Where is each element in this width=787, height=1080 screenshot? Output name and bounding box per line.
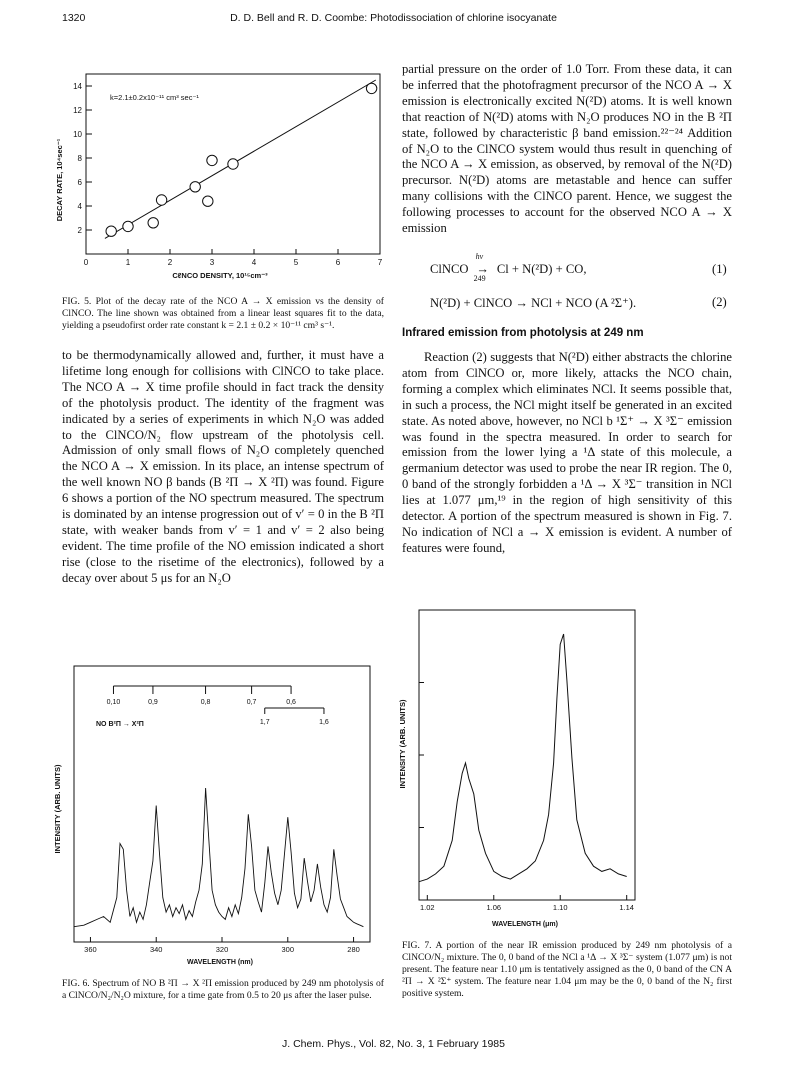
fig5-ylabel: DECAY RATE, 10⁴sec⁻¹	[55, 138, 64, 222]
fig5-xlabel: CℓNCO DENSITY, 10¹⁵cm⁻³	[172, 271, 268, 280]
equation-1	[430, 252, 587, 283]
fig6-spectrum-line	[74, 788, 363, 927]
fig7-xtick-label: 1.02	[420, 903, 435, 912]
fig7-caption: FIG. 7. A portion of the near IR emission produced by 249 nm photolysis of a ClNCO/N₂ mixture. The 0, 0 band of the NCl a ¹Δ → X ³Σ⁻ system (1.077 μm) is not present. The feature near 1.10 μm is tentatively assigned as the 0, 0 band of the CN A ²Π → X ²Σ⁺ system. The feature near 1.04 μm may be the 0, 0 band of the N₂ first positive system.	[402, 940, 732, 999]
fig7-ylabel: INTENSITY (ARB. UNITS)	[398, 699, 407, 789]
fig6-xtick-label: 340	[149, 945, 163, 954]
eq1-left: ClNCO	[430, 262, 469, 276]
fig5-xtick-label: 1	[125, 258, 131, 267]
fig5-ytick-label: 4	[77, 202, 82, 211]
fig5-ytick-label: 8	[77, 154, 82, 163]
fig5-chart	[50, 68, 390, 286]
fig5-data-point	[156, 195, 166, 205]
fig7-xlabel: WAVELENGTH (μm)	[492, 921, 558, 928]
fig5-ytick-label: 6	[77, 178, 82, 187]
fig7-xtick-label: 1.06	[486, 903, 502, 912]
fig5-xtick-label: 3	[209, 258, 215, 267]
fig5-data-point	[366, 83, 376, 93]
fig7-frame	[419, 610, 635, 900]
fig6-ylabel: INTENSITY (ARB. UNITS)	[53, 764, 62, 854]
fig6-band-assignment: 1,7	[259, 719, 270, 726]
fig6-band-assignment: 0,7	[246, 699, 257, 706]
fig5-xtick-label: 6	[335, 258, 341, 267]
fig7-chart	[395, 604, 645, 932]
eq1-number: (1)	[712, 262, 727, 276]
fig5-ytick-label: 10	[73, 130, 82, 139]
fig6-band-label: NO B²Π → X²Π	[96, 721, 144, 728]
fig5-data-point	[123, 221, 133, 231]
section-heading: Infrared emission from photolysis at 249 nm	[402, 327, 644, 339]
fig7-xtick-label: 1.10	[552, 903, 568, 912]
eq1-sub: 249	[473, 274, 486, 283]
fig6-caption: FIG. 6. Spectrum of NO B ²Π → X ²Π emission produced by 249 nm photolysis of a ClNCO/N₂/N₂O mixture, for a time gate from 0.5 to 20 μs after the laser pulse.	[62, 978, 384, 1001]
fig5-ytick-label: 2	[77, 226, 82, 235]
fig6-xtick-label: 280	[347, 945, 360, 954]
fig6-xtick-label: 320	[215, 945, 229, 954]
journal-footer: J. Chem. Phys., Vol. 82, No. 3, 1 February 1985	[282, 1038, 505, 1050]
fig5-data-point	[106, 226, 116, 236]
fig5-annotation: k=2.1±0.2x10⁻¹¹ cm³ sec⁻¹	[110, 93, 199, 102]
fig5-xtick-label: 0	[83, 258, 89, 267]
fig6-chart	[50, 664, 380, 970]
fig6-band-assignment: 0,10	[106, 699, 121, 706]
fig5-data-point	[203, 196, 213, 206]
right-body-text-2: Reaction (2) suggests that N(²D) either abstracts the chlorine atom from ClNCO or, more likely, attacks the NCO chain, forming a complex which eliminates NCl. It seems possible that, in such a process, the NCl might itself be generated in an excited state. As noted above, however, no NCl b ¹Σ⁺ → X ³Σ⁻ emission was found in the spectra measured. In order to search for emission from the lower lying a ¹Δ state of this molecule, a germanium detector was used to probe the near IR region. The 0, 0 band of the strongly forbidden a ¹Δ → X ³Σ⁻ transition in NCl lies at 1.077 μm,¹⁹ in the region of high sensitivity of this detector. A portion of the spectrum measured is shown in Fig. 7. No indication of NCl a → X emission is evident. A number of features were found,	[402, 350, 732, 555]
eq1-hv: hν	[475, 252, 484, 261]
right-body-text-1: partial pressure on the order of 1.0 Torr. From these data, it can be inferred that the photofragment precursor of the NCO A → X emission is electronically excited N(²D) atoms. It is well known that reaction of N(²D) atoms with N₂O produces NO in the B ²Π state, followed by characteristic β band emission.²²⁻²⁴ Addition of N₂O to the ClNCO system would thus result in quenching of the NCO A → X emission, as observed, by removal of the N(²D) precursor. N(²D) atoms are metastable and hence can suffer many collisions with the ClNCO parent. Hence, we suggest the following processes to account for the observed NCO A → X emission	[402, 62, 732, 236]
fig6-frame	[74, 666, 370, 942]
eq1-arrow: →	[476, 262, 489, 276]
fig5-xtick-label: 5	[293, 258, 299, 267]
fig7-spectrum-line	[419, 634, 627, 882]
fig6-xtick-label: 360	[84, 945, 97, 954]
fig5-data-point	[228, 159, 238, 169]
eq1-right: Cl + N(²D) + CO,	[496, 262, 587, 276]
fig5-caption: FIG. 5. Plot of the decay rate of the NCO A → X emission vs the density of ClNCO. The line shown was obtained from a linear least squares fit to the data, yielding a pseudofirst order rate constant k = 2.1 ± 0.2 × 10⁻¹¹ cm³ s⁻¹.	[62, 296, 384, 331]
fig5-xtick-label: 4	[251, 258, 257, 267]
fig5-ytick-label: 14	[73, 82, 82, 91]
running-title: D. D. Bell and R. D. Coombe: Photodissociation of chlorine isocyanate	[230, 12, 557, 24]
left-body-text: to be thermodynamically allowed and, further, it must have a lifetime long enough for collisions with ClNCO to take place. The NCO A → X time profile should in fact track the density of the photolysis product. The identity of the fragment was indicated by a series of experiments in which N₂O was added to the ClNCO/N₂ flow upstream of the photolysis cell. Admission of only small flows of N₂O completely quenched the NCO A → X emission. In its place, an intense spectrum of the well known NO β bands (B ²Π → X ²Π) was found. Figure 6 shows a portion of the NO spectrum measured. The spectrum is dominated by an intense progression out of v′ = 0 in the B ²Π state, with weaker bands from v′ = 1 and v′ = 2 also being evident. The time profile of the NO emission indicated a short rise (close to the risetime of the electronics), followed by a decay over about 5 μs for an N₂O	[62, 348, 384, 585]
eq2-number: (2)	[712, 295, 727, 309]
fig5-data-point	[148, 218, 158, 228]
page-number: 1320	[62, 12, 86, 24]
fig5-xtick-label: 2	[167, 258, 173, 267]
fig5-data-point	[190, 182, 200, 192]
fig5-fit-line	[105, 80, 376, 238]
fig5-ytick-label: 12	[73, 106, 82, 115]
fig6-band-assignment: 0,9	[148, 699, 158, 706]
fig6-band-assignment: 1,6	[319, 719, 329, 726]
equation-2: N(²D) + ClNCO → NCl + NCO (A ²Σ⁺).	[430, 296, 637, 310]
fig6-xlabel: WAVELENGTH (nm)	[187, 959, 253, 966]
fig7-xtick-label: 1.14	[619, 903, 634, 912]
fig6-band-assignment: 0,8	[200, 699, 211, 706]
fig5-data-point	[207, 155, 217, 165]
fig6-xtick-label: 300	[281, 945, 295, 954]
fig6-band-assignment: 0,6	[286, 699, 296, 706]
fig5-xtick-label: 7	[377, 258, 383, 267]
